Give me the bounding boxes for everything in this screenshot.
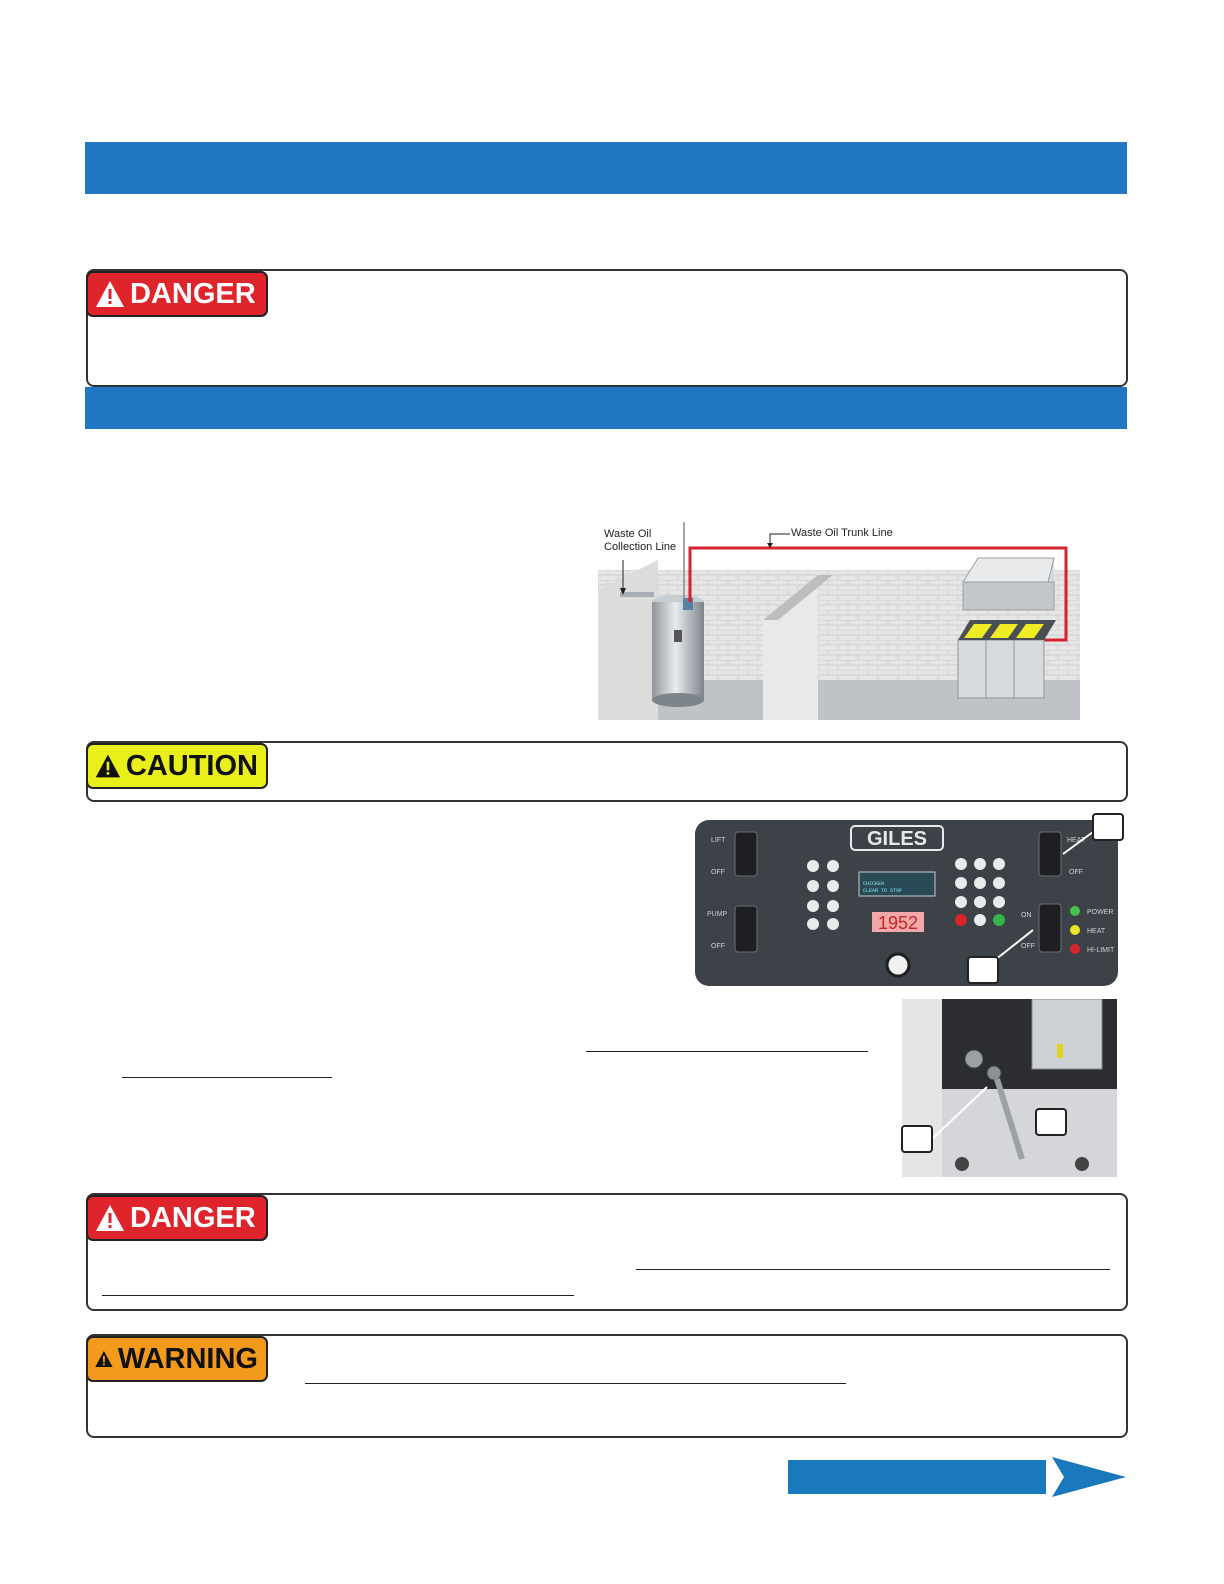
warning-triangle-icon (94, 279, 126, 309)
warning-triangle-icon (94, 751, 122, 781)
power-off-label: OFF (1021, 943, 1035, 950)
giles-logo-text: GILES (866, 828, 928, 850)
warning-badge (86, 1336, 268, 1382)
right-arrow-icon (1050, 1456, 1128, 1498)
callout-box-drain-area (1035, 1108, 1067, 1136)
pump-off-label: OFF (711, 943, 725, 950)
caution-badge (86, 743, 268, 789)
waste-oil-system-diagram (598, 520, 1080, 720)
trunk-line-pointer-icon (764, 533, 792, 549)
collection-line-label-2: Collection Line (604, 541, 677, 553)
drain-valve-photo (902, 999, 1117, 1177)
control-panel (695, 820, 1118, 986)
callout-box-drain-valve (901, 1125, 933, 1153)
display-line-2: CLEAR TO STOP (863, 888, 903, 894)
heat-off-label: OFF (1069, 869, 1083, 876)
lift-off-label: OFF (711, 869, 725, 876)
danger-badge-2-label: DANGER (130, 1201, 256, 1234)
danger-badge-2 (86, 1195, 268, 1241)
collection-line-label-1: Waste Oil (604, 528, 652, 540)
timer-readout: 1952 (877, 913, 919, 933)
display-line-1: CHICKEN (863, 881, 885, 887)
indicator-hilimit-label: HI-LIMIT (1087, 947, 1115, 954)
section-header-bar-2 (85, 387, 1127, 429)
underline-reference-4 (102, 1295, 574, 1296)
down-arrow-icon (618, 560, 628, 596)
next-page-bar (788, 1460, 1046, 1494)
warning-triangle-icon (94, 1344, 114, 1374)
caution-badge-label: CAUTION (125, 749, 258, 782)
trunk-line-label: Waste Oil Trunk Line (791, 527, 893, 539)
drain-valve-illustration (902, 999, 1117, 1177)
indicator-power-label: POWER (1087, 909, 1114, 916)
underline-reference-2 (122, 1077, 332, 1078)
callout-box-heat-switch (1092, 813, 1124, 841)
underline-reference-1 (586, 1051, 868, 1052)
section-header-bar (85, 142, 1127, 194)
indicator-heat-label: HEAT (1087, 928, 1106, 935)
lift-switch-label: LIFT (711, 837, 726, 844)
warning-triangle-icon (94, 1203, 126, 1233)
heat-switch-label: HEAT (1067, 837, 1086, 844)
danger-badge (86, 271, 268, 317)
next-page-arrow[interactable] (788, 1456, 1128, 1498)
underline-reference-5 (305, 1383, 846, 1384)
control-panel-photo (695, 820, 1118, 986)
danger-badge-label: DANGER (130, 277, 256, 310)
on-label: ON (1021, 912, 1032, 919)
callout-box-power-switch (967, 956, 999, 984)
pump-switch-label: PUMP (707, 911, 728, 918)
warning-badge-label: WARNING (117, 1342, 258, 1375)
underline-reference-3 (636, 1269, 1110, 1270)
